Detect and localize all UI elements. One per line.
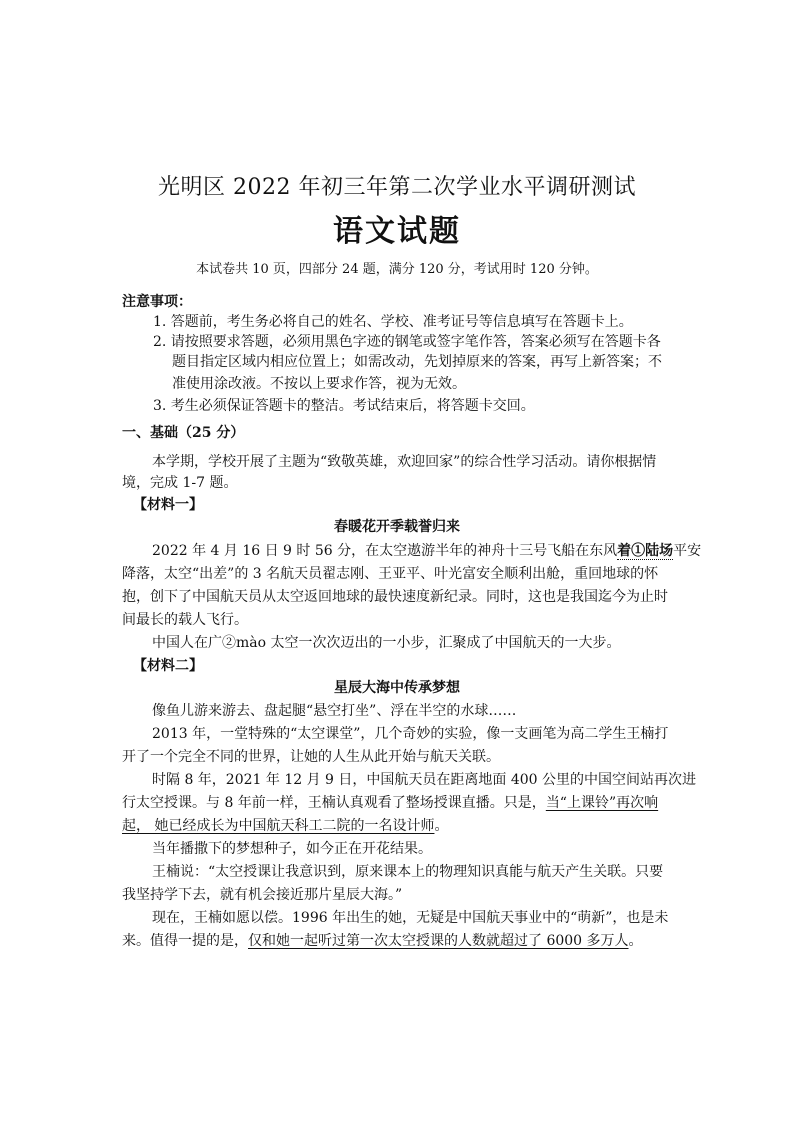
text-run: 行太空授课。与 8 年前一样，王楠认真观看了整场授课直播。只是， — [122, 795, 546, 811]
material-title: 春暖花开季载誉归来 — [334, 519, 460, 535]
paragraph-line: 中国人在广②mào 太空一次次迈出的一小步，汇聚成了中国航天的一大步。 — [152, 635, 621, 651]
paragraph-line: 当年播撒下的梦想种子，如今正在开花结果。 — [152, 841, 432, 857]
notes-item: 准使用涂改液。不按以上要求作答，视为无效。 — [172, 376, 466, 392]
paragraph-line: 像鱼儿游来游去、盘起腿“悬空打坐”、浮在半空的水球…… — [152, 703, 517, 719]
exam-title: 光明区 2022 年初三年第二次学业水平调研测试 — [158, 175, 636, 200]
paragraph-line: 王楠说：“太空授课让我意识到，原来课本上的物理知识真能与航天产生关联。只要 — [152, 864, 664, 880]
text-run: 平安 — [673, 543, 702, 559]
paragraph-line — [122, 930, 643, 950]
subject-title: 语文试题 — [333, 214, 461, 249]
paragraph-line: 降落，太空“出差”的 3 名航天员翟志刚、王亚平、叶光富安全顺利出舱，重回地球的怀 — [122, 566, 659, 582]
paragraph-line: 时隔 8 年，2021 年 12 月 9 日，中国航天员在距离地面 400 公里的中国空间站再次进 — [152, 772, 697, 788]
paragraph-line — [122, 792, 658, 812]
intro-text: 境，完成 1-7 题。 — [122, 475, 238, 491]
text-run: 2022 年 4 月 16 日 9 时 56 分，在太空遨游半年的神舟十三号飞船在东风 — [152, 543, 618, 559]
notes-item: 1. 答题前，考生务必将自己的姓名、学校、准考证号等信息填写在答题卡上。 — [153, 314, 633, 330]
material-title: 星辰大海中传承梦想 — [334, 680, 460, 696]
paragraph-line: 2013 年，一堂特殊的“太空课堂”，几个奇妙的实验，像一支画笔为高二学生王楠打 — [152, 726, 669, 742]
text-run: 来。值得一提的是， — [122, 933, 248, 949]
text-run: 。 — [628, 933, 643, 949]
notes-heading: 注意事项： — [122, 294, 192, 310]
material-label: 【材料一】 — [133, 497, 203, 513]
paragraph-line: 间最长的载人飞行。 — [122, 612, 248, 628]
intro-text: 本学期，学校开展了主题为“致敬英雄，欢迎回家”的综合性学习活动。请你根据情 — [152, 454, 657, 470]
text-run: 。 — [434, 818, 449, 834]
paragraph-line: 抱，创下了中国航天员从太空返回地球的最快速度新纪录。同时，这也是我国迄今为止时 — [122, 589, 668, 605]
notes-item: 3. 考生必须保证答题卡的整洁。考试结束后，将答题卡交回。 — [153, 398, 535, 414]
underlined-sentence: 仅和她一起听过第一次太空授课的人数就超过了 6000 多万人 — [248, 933, 629, 949]
paragraph-line: 现在，王楠如愿以偿。1996 年出生的她，无疑是中国航天事业中的“萌新”，也是未 — [152, 910, 669, 926]
notes-item: 2. 请按照要求答题，必须用黑色字迹的钢笔或签字笔作答，答案必须写在答题卡各 — [153, 334, 661, 350]
paragraph-line: 我坚持学下去，就有机会接近那片星辰大海。” — [122, 887, 403, 903]
underlined-sentence: 当“上课铃”再次响 — [545, 795, 659, 811]
paragraph-line — [122, 815, 448, 835]
paragraph-line: 开了一个完全不同的世界，让她的人生从此开始与航天关联。 — [122, 749, 500, 765]
notes-item: 题目指定区域内相应位置上；如需改动，先划掉原来的答案，再写上新答案；不 — [172, 354, 662, 370]
annotated-word: 着①陆场 — [617, 543, 674, 559]
underlined-sentence: 起， 她已经成长为中国航天科工二院的一名设计师 — [122, 818, 435, 834]
material-label: 【材料二】 — [133, 658, 203, 674]
paragraph-line — [152, 540, 701, 560]
section-heading: 一、基础（25 分） — [122, 425, 245, 441]
exam-info: 本试卷共 10 页，四部分 24 题，满分 120 分，考试用时 120 分钟。 — [196, 262, 598, 277]
